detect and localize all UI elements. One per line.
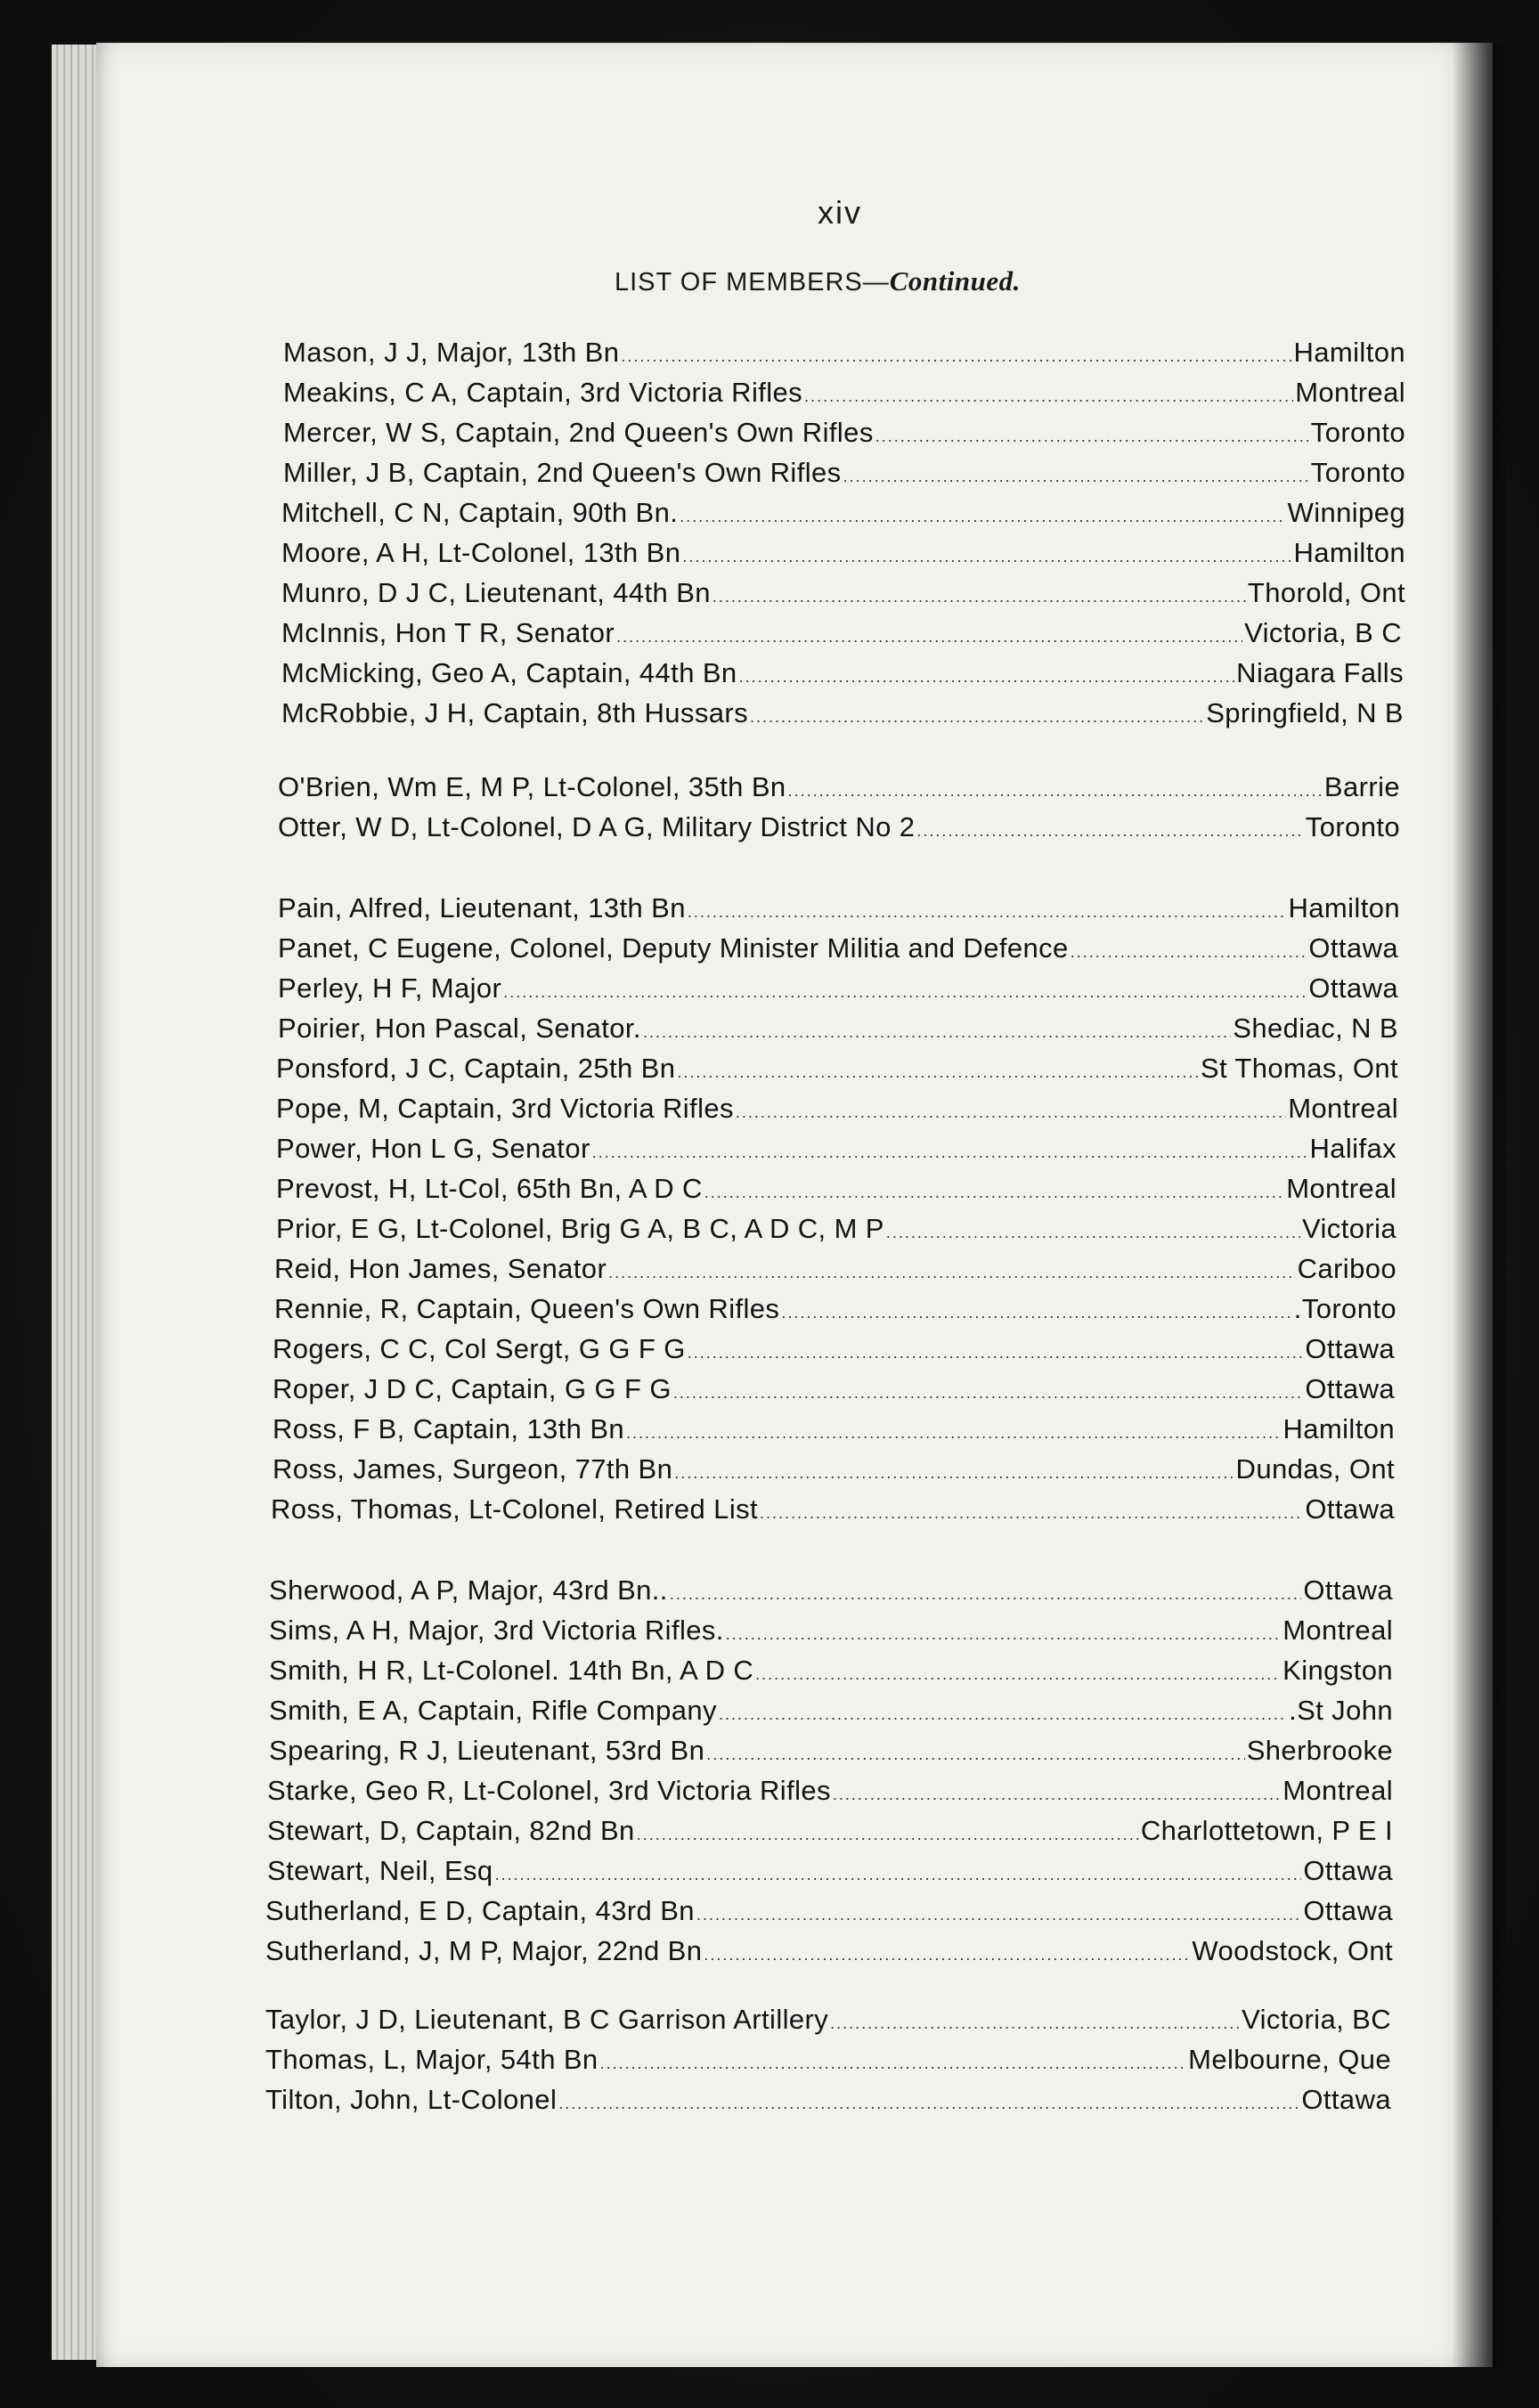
dot-leader [833, 1786, 1281, 1804]
member-location: Sherbrooke [1246, 1735, 1393, 1766]
member-entry [265, 2084, 1391, 2123]
member-entry [273, 1333, 1395, 1372]
member-location: Montreal [1286, 1173, 1396, 1204]
member-location: Montreal [1295, 377, 1405, 408]
member-location: Hamilton [1293, 537, 1405, 568]
member-entry [274, 1293, 1396, 1332]
member-name: Miller, J B, Captain, 2nd Queen's Own Rifles [283, 457, 842, 488]
member-name: Smith, E A, Captain, Rifle Company [269, 1695, 717, 1726]
member-location: Hamilton [1288, 892, 1400, 923]
dot-leader [670, 1585, 1302, 1604]
dot-leader [626, 1424, 1281, 1443]
heading-title: LIST OF MEMBERS— [615, 268, 890, 297]
member-name: Taylor, J D, Lieutenant, B C Garrison Artillery [265, 2004, 829, 2035]
member-entry [269, 1655, 1393, 1694]
member-name: Munro, D J C, Lieutenant, 44th Bn [281, 577, 711, 608]
dot-leader [704, 1184, 1284, 1202]
member-location: Ottawa [1303, 1855, 1393, 1886]
member-name: Stewart, D, Captain, 82nd Bn [267, 1815, 635, 1846]
dot-leader [592, 1143, 1308, 1162]
dot-leader [788, 782, 1323, 801]
dot-leader [616, 628, 1242, 647]
member-entry [283, 337, 1405, 376]
member-location: Melbourne, Que [1188, 2044, 1391, 2075]
member-name: Spearing, R J, Lieutenant, 53rd Bn [269, 1735, 705, 1766]
member-name: Prior, E G, Lt-Colonel, Brig G A, B C, A D C, M P [276, 1213, 884, 1244]
dot-leader [719, 1705, 1287, 1724]
dot-leader [673, 1384, 1304, 1403]
member-entry [278, 892, 1400, 931]
dot-leader [621, 347, 1291, 366]
member-entry [276, 1053, 1398, 1092]
dot-leader [558, 2095, 1299, 2113]
member-name: Sutherland, J, M P, Major, 22nd Bn [265, 1935, 703, 1966]
member-name: Sutherland, E D, Captain, 43rd Bn [265, 1895, 695, 1926]
dot-leader [643, 1023, 1231, 1042]
member-location: Winnipeg [1287, 497, 1405, 528]
member-location: Springfield, N B [1206, 697, 1404, 728]
member-entry [265, 2044, 1391, 2083]
dot-leader [712, 588, 1246, 606]
member-name: Tilton, John, Lt-Colonel [265, 2084, 558, 2115]
member-name: Reid, Hon James, Senator [274, 1253, 607, 1284]
member-entry [274, 1253, 1396, 1292]
dot-leader [608, 1264, 1295, 1282]
member-name: Rennie, R, Captain, Queen's Own Rifles [274, 1293, 780, 1324]
member-entry [276, 1133, 1396, 1172]
member-entry [269, 1735, 1393, 1774]
member-entry [278, 1013, 1398, 1052]
member-entry [281, 577, 1405, 616]
member-location: Ottawa [1305, 1373, 1395, 1404]
member-entry [265, 1935, 1393, 1974]
member-location: Kingston [1282, 1655, 1393, 1686]
member-entry [278, 972, 1398, 1012]
member-entry [269, 1615, 1393, 1654]
member-name: Rogers, C C, Col Sergt, G G F G [273, 1333, 686, 1364]
dot-leader [682, 548, 1291, 566]
member-name: Panet, C Eugene, Colonel, Deputy Minister Militia and Defence [278, 932, 1069, 964]
member-name: Mitchell, C N, Captain, 90th Bn. [281, 497, 679, 528]
member-entry [267, 1855, 1393, 1894]
member-location: Toronto [1310, 417, 1405, 448]
member-location: Ottawa [1305, 1333, 1395, 1364]
member-entry [265, 2004, 1391, 2043]
member-location: St Thomas, Ont [1200, 1053, 1398, 1084]
member-entry [281, 697, 1404, 736]
member-name: Ross, James, Surgeon, 77th Bn [273, 1453, 673, 1485]
member-location: Ottawa [1308, 932, 1398, 964]
member-name: Ross, F B, Captain, 13th Bn [273, 1413, 625, 1444]
member-name: Pope, M, Captain, 3rd Victoria Rifles [276, 1093, 734, 1124]
page-number: xiv [818, 194, 862, 231]
member-location: Dundas, Ont [1235, 1453, 1395, 1485]
member-location: Montreal [1288, 1093, 1398, 1124]
dot-leader [680, 508, 1285, 526]
gutter-shadow [1452, 43, 1505, 2367]
heading-continued: Continued. [889, 265, 1021, 297]
member-name: Sims, A H, Major, 3rd Victoria Rifles. [269, 1615, 724, 1646]
member-name: Mercer, W S, Captain, 2nd Queen's Own Rifles [283, 417, 874, 448]
member-name: McInnis, Hon T R, Senator [281, 617, 615, 648]
member-entry [278, 771, 1400, 810]
dot-leader [704, 1946, 1190, 1965]
member-location: Montreal [1282, 1615, 1393, 1646]
member-name: Mason, J J, Major, 13th Bn [283, 337, 620, 368]
member-entry [267, 1775, 1393, 1814]
dot-leader [503, 983, 1307, 1002]
member-entry [273, 1453, 1395, 1493]
member-location: Ottawa [1308, 972, 1398, 1004]
member-entry [269, 1574, 1393, 1614]
member-name: Perley, H F, Major [278, 972, 502, 1004]
member-location: .Toronto [1293, 1293, 1396, 1324]
member-entry [283, 377, 1405, 416]
dot-leader [674, 1464, 1234, 1483]
member-name: Moore, A H, Lt-Colonel, 13th Bn [281, 537, 681, 568]
member-entry [265, 1895, 1393, 1934]
dot-leader [677, 1063, 1199, 1082]
dot-leader [600, 2054, 1187, 2073]
member-entry [281, 617, 1402, 656]
member-name: Otter, W D, Lt-Colonel, D A G, Military District No 2 [278, 811, 916, 842]
page-heading [615, 265, 1021, 297]
member-name: Roper, J D C, Captain, G G F G [273, 1373, 672, 1404]
dot-leader [688, 1344, 1304, 1363]
member-location: Charlottetown, P E I [1140, 1815, 1393, 1846]
dot-leader [688, 903, 1287, 922]
dot-leader [916, 822, 1303, 841]
dot-leader [804, 387, 1293, 406]
member-location: Victoria [1301, 1213, 1396, 1244]
member-entry [281, 657, 1404, 696]
member-entry [273, 1373, 1395, 1412]
dot-leader [1071, 943, 1307, 962]
member-location: Toronto [1305, 811, 1400, 842]
member-location: Hamilton [1282, 1413, 1395, 1444]
member-entry [276, 1093, 1398, 1132]
member-location: Montreal [1282, 1775, 1393, 1806]
member-name: Pain, Alfred, Lieutenant, 13th Bn [278, 892, 686, 923]
member-entry [273, 1413, 1395, 1452]
dot-leader [750, 708, 1204, 727]
member-location: Niagara Falls [1236, 657, 1404, 688]
dot-leader [781, 1304, 1291, 1322]
member-entry [281, 537, 1405, 576]
member-location: Woodstock, Ont [1192, 1935, 1393, 1966]
dot-leader [843, 468, 1309, 486]
member-name: Power, Hon L G, Senator [276, 1133, 590, 1164]
member-entry [269, 1695, 1393, 1734]
dot-leader [875, 427, 1309, 446]
member-entry [283, 417, 1405, 456]
member-name: McMicking, Geo A, Captain, 44th Bn [281, 657, 737, 688]
member-entry [276, 1173, 1396, 1212]
member-name: Ponsford, J C, Captain, 25th Bn [276, 1053, 676, 1084]
member-entry [276, 1213, 1396, 1252]
member-location: Barrie [1323, 771, 1400, 802]
member-location: Cariboo [1297, 1253, 1396, 1284]
member-name: Stewart, Neil, Esq [267, 1855, 493, 1886]
member-name: Starke, Geo R, Lt-Colonel, 3rd Victoria Rifles [267, 1775, 831, 1806]
member-entry [283, 457, 1405, 496]
dot-leader [886, 1224, 1300, 1242]
member-name: Meakins, C A, Captain, 3rd Victoria Rifles [283, 377, 803, 408]
member-name: McRobbie, J H, Captain, 8th Hussars [281, 697, 748, 728]
member-name: O'Brien, Wm E, M P, Lt-Colonel, 35th Bn [278, 771, 786, 802]
dot-leader [736, 1103, 1286, 1122]
dot-leader [696, 1906, 1301, 1924]
member-entry [267, 1815, 1393, 1854]
member-name: Prevost, H, Lt-Col, 65th Bn, A D C [276, 1173, 703, 1204]
member-location: Victoria, B C [1244, 617, 1402, 648]
member-location: Halifax [1309, 1133, 1396, 1164]
member-location: Thorold, Ont [1247, 577, 1405, 608]
member-location: Toronto [1310, 457, 1405, 488]
dot-leader [755, 1665, 1281, 1684]
dot-leader [726, 1625, 1281, 1644]
member-location: Hamilton [1293, 337, 1405, 368]
member-location: Shediac, N B [1233, 1013, 1398, 1044]
dot-leader [637, 1826, 1139, 1844]
member-name: Poirier, Hon Pascal, Senator. [278, 1013, 641, 1044]
member-entry [278, 811, 1400, 850]
member-name: Sherwood, A P, Major, 43rd Bn.. [269, 1574, 668, 1606]
dot-leader [706, 1745, 1244, 1764]
dot-leader [760, 1504, 1303, 1523]
member-name: Ross, Thomas, Lt-Colonel, Retired List [271, 1493, 759, 1525]
member-entry [281, 497, 1405, 536]
member-location: Ottawa [1305, 1493, 1395, 1525]
member-entry [278, 932, 1398, 972]
member-name: Smith, H R, Lt-Colonel. 14th Bn, A D C [269, 1655, 754, 1686]
dot-leader [830, 2014, 1240, 2033]
member-location: Ottawa [1303, 1574, 1393, 1606]
dot-leader [739, 668, 1235, 687]
member-location: .St John [1289, 1695, 1393, 1726]
member-location: Ottawa [1303, 1895, 1393, 1926]
member-location: Ottawa [1301, 2084, 1391, 2115]
member-location: Victoria, BC [1242, 2004, 1391, 2035]
member-entry [271, 1493, 1395, 1533]
dot-leader [495, 1866, 1302, 1884]
member-name: Thomas, L, Major, 54th Bn [265, 2044, 598, 2075]
